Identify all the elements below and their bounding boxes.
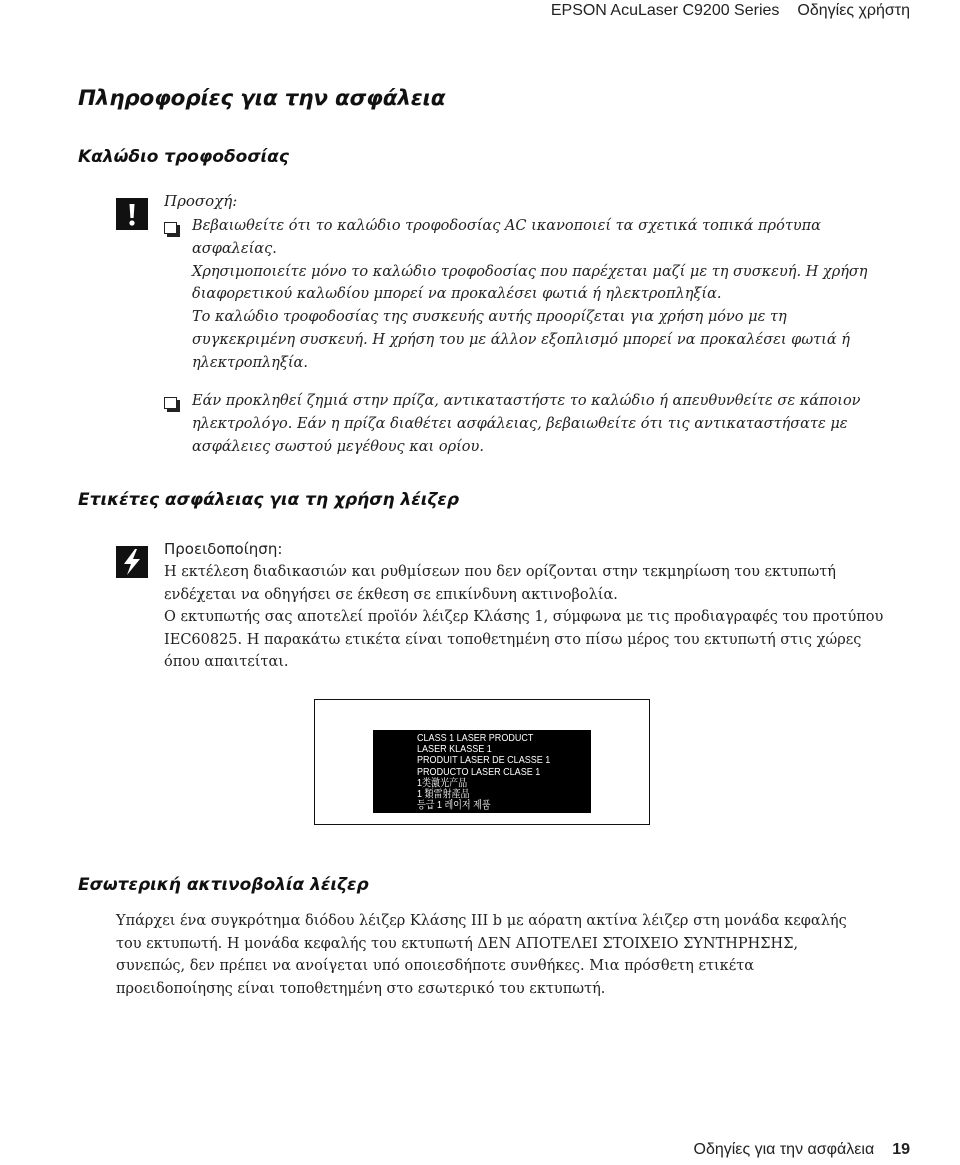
label-line: 등급 1 레이저 제품	[417, 799, 491, 812]
laser-class-label	[373, 730, 591, 813]
heading-laser-labels: Ετικέτες ασφάλειας για τη χρήση λέιζερ	[78, 490, 460, 510]
caution-label: Προσοχή:	[164, 192, 238, 210]
label-line: 1 類雷射產品	[417, 788, 470, 801]
bullet-2-line: ηλεκτρολόγο. Εάν η πρίζα διαθέτει ασφάλειας, βεβαιωθείτε ότι τις αντικαταστήσατε με	[192, 415, 848, 432]
body-line: Υπάρχει ένα συγκρότημα διόδου λέιζερ Κλάσης III b με αόρατη ακτίνα λέιζερ στη μονάδα κεφαλής	[116, 913, 847, 929]
running-header	[551, 0, 910, 22]
bullet-1-line: συγκεκριμένη συσκευή. Η χρήση του με άλλον εξοπλισμό μπορεί να προκαλέσει φωτιά ή	[192, 331, 850, 348]
heading-internal-radiation: Εσωτερική ακτινοβολία λέιζερ	[78, 875, 369, 895]
footer-section: Οδηγίες για την ασφάλεια	[693, 1141, 875, 1158]
label-line: PRODUIT LASER DE CLASSE 1	[417, 754, 551, 767]
bullet-checkbox-icon	[164, 397, 177, 409]
warning-line: IEC60825. Η παρακάτω ετικέτα είναι τοποθετημένη στο πίσω μέρος του εκτυπωτή στις χώρες	[164, 631, 862, 648]
body-line: προειδοποίησης είναι τοποθετημένη στο εσωτερικό του εκτυπωτή.	[116, 980, 606, 997]
page-number: 19	[892, 1141, 910, 1158]
header-product: EPSON AcuLaser C9200 Series	[550, 2, 780, 19]
header-guide: Οδηγίες χρήστη	[797, 2, 910, 19]
bullet-checkbox-icon	[164, 222, 177, 234]
bullet-1-line: Το καλώδιο τροφοδοσίας της συσκευής αυτής προορίζεται για χρήση μόνο με τη	[192, 309, 787, 326]
warning-icon	[116, 546, 148, 578]
caution-icon	[116, 198, 148, 230]
caution-bullet-2	[192, 390, 892, 458]
warning-line: Η εκτέλεση διαδικασιών και ρυθμίσεων που δεν ορίζονται στην τεκμηρίωση του εκτυπωτή	[164, 564, 836, 580]
warning-line: όπου απαιτείται.	[164, 654, 289, 671]
bullet-1-line: ηλεκτροπληξία.	[192, 354, 308, 371]
bullet-1-line: ασφαλείας.	[192, 240, 277, 257]
label-line: LASER KLASSE 1	[417, 743, 492, 756]
body-line: του εκτυπωτή. Η μονάδα κεφαλής του εκτυπωτή ΔΕΝ ΑΠΟΤΕΛΕΙ ΣΤΟΙΧΕΙΟ ΣΥΝΤΗΡΗΣΗΣ,	[116, 935, 799, 952]
body-line: συνεπώς, δεν πρέπει να ανοίγεται υπό οποιεσδήποτε συνθήκες. Μια πρόσθετη ετικέτα	[116, 958, 755, 975]
warning-line: ενδέχεται να οδηγήσει σε έκθεση σε επικίνδυνη ακτινοβολία.	[164, 586, 618, 603]
bullet-1-line: Χρησιμοποιείτε μόνο το καλώδιο τροφοδοσίας που παρέχεται μαζί με τη συσκευή. Η χρήση	[192, 263, 868, 280]
bullet-2-line: ασφάλειες σωστού μεγέθους και ορίου.	[192, 438, 484, 455]
label-line: CLASS 1 LASER PRODUCT	[417, 732, 534, 744]
bullet-2-line: Εάν προκληθεί ζημιά στην πρίζα, αντικαταστήστε το καλώδιο ή απευθυνθείτε σε κάποιον	[192, 393, 861, 409]
warning-line: Ο εκτυπωτής σας αποτελεί προϊόν λέιζερ Κλάσης 1, σύμφωνα με τις προδιαγραφές του προτύπου	[164, 609, 884, 626]
warning-label: Προειδοποίηση:	[164, 540, 283, 558]
heading-power-cord: Καλώδιο τροφοδοσίας	[78, 147, 289, 167]
warning-text	[164, 561, 889, 674]
internal-radiation-text	[116, 910, 896, 1000]
bullet-1-line: Βεβαιωθείτε ότι το καλώδιο τροφοδοσίας AC ικανοποιεί τα σχετικά τοπικά πρότυπα	[192, 218, 821, 234]
page-title: Πληροφορίες για την ασφάλεια	[78, 86, 446, 111]
bullet-1-line: διαφορετικού καλωδίου μπορεί να προκαλέσει φωτιά ή ηλεκτροπληξία.	[192, 286, 722, 303]
page-footer	[694, 1141, 911, 1159]
laser-label-figure	[314, 699, 650, 825]
label-line: 1类激光产品	[417, 776, 468, 789]
label-line: PRODUCTO LASER CLASE 1	[417, 765, 541, 778]
caution-bullet-1	[192, 215, 892, 375]
